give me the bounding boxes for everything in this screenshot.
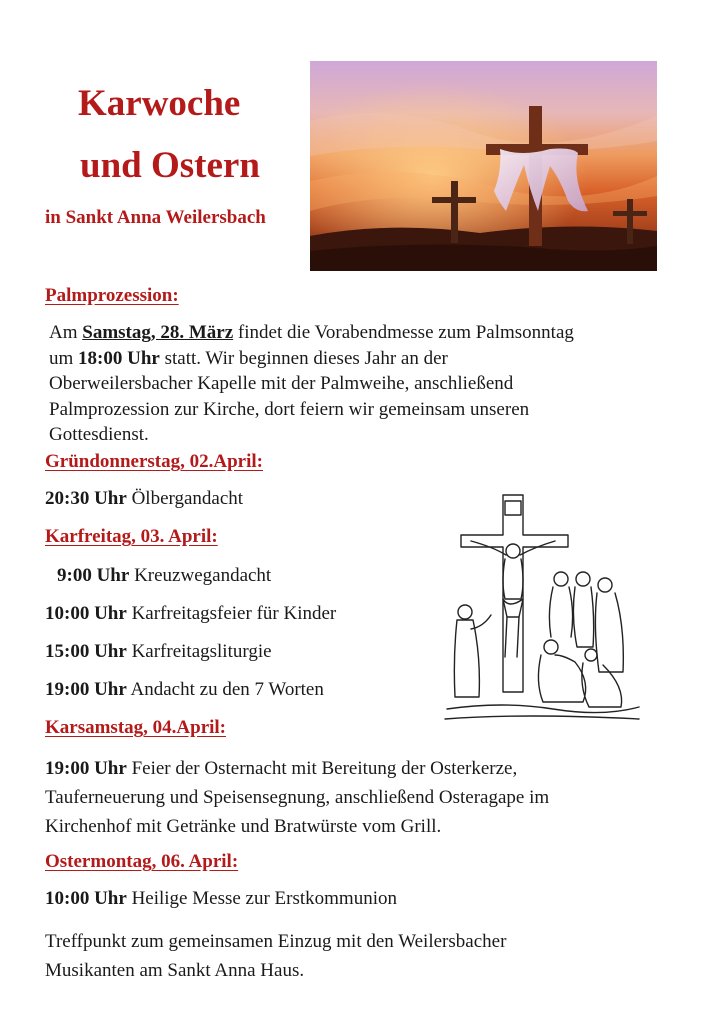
- section-heading-thursday: Gründonnerstag, 02.April:: [45, 451, 263, 472]
- page-title: [78, 76, 260, 194]
- schedule-item-friday-2: [45, 603, 336, 625]
- three-crosses-sunset-image: [310, 61, 657, 271]
- palm-date: Samstag, 28. März: [82, 322, 234, 343]
- schedule-event: Heilige Messe zur Erstkommunion: [131, 888, 397, 909]
- section-heading-palm: Palmprozession:: [45, 285, 179, 306]
- schedule-time: 9:00 Uhr: [57, 565, 130, 586]
- palm-text-um: um: [49, 347, 74, 369]
- monday-note: [45, 927, 506, 985]
- monday-note-line-1: Treffpunkt zum gemeinsamen Einzug mit den Weilersbacher: [45, 931, 507, 952]
- schedule-item-monday: [45, 888, 397, 910]
- palm-line-4: Palmprozession zur Kirche, dort feiern wir gemeinsam unseren: [49, 398, 530, 420]
- palm-time: 18:00 Uhr: [78, 347, 160, 369]
- schedule-event: Ölbergandacht: [131, 488, 244, 509]
- schedule-time: 20:30 Uhr: [45, 488, 127, 509]
- section-heading-friday: Karfreitag, 03. April:: [45, 526, 218, 547]
- schedule-item-friday-3: [45, 641, 272, 663]
- palm-line-3: Oberweilersbacher Kapelle mit der Palmweihe, anschließend: [49, 373, 514, 394]
- saturday-paragraph: [45, 754, 549, 841]
- schedule-time: 10:00 Uhr: [45, 603, 127, 624]
- schedule-item-thursday: [45, 488, 243, 510]
- schedule-time: 19:00 Uhr: [45, 758, 127, 779]
- crucifixion-line-drawing: [443, 487, 641, 725]
- saturday-line-1: Feier der Osternacht mit Bereitung der Osterkerze,: [131, 758, 518, 779]
- section-heading-monday: Ostermontag, 06. April:: [45, 851, 239, 872]
- schedule-item-friday-4: [45, 679, 324, 701]
- schedule-time: 19:00 Uhr: [45, 679, 127, 700]
- palm-text-rest: statt. Wir beginnen dieses Jahr an der: [164, 347, 448, 369]
- schedule-time: 10:00 Uhr: [45, 888, 127, 909]
- title-line-1: Karwoche: [78, 83, 241, 124]
- schedule-item-friday-1: [57, 565, 271, 587]
- title-line-2: und Ostern: [80, 145, 260, 186]
- schedule-event: Kreuzwegandacht: [134, 565, 272, 586]
- saturday-line-2: Tauferneuerung und Speisensegnung, anschließend Osteragape im: [45, 787, 550, 808]
- section-heading-saturday: Karsamstag, 04.April:: [45, 717, 227, 738]
- schedule-event: Karfreitagsliturgie: [131, 641, 272, 662]
- subtitle: in Sankt Anna Weilersbach: [45, 207, 266, 228]
- saturday-line-3: Kirchenhof mit Getränke und Bratwürste vom Grill.: [45, 816, 442, 837]
- palm-text-mid: findet die Vorabendmesse zum Palmsonntag: [237, 322, 574, 343]
- monday-note-line-2: Musikanten am Sankt Anna Haus.: [45, 960, 305, 981]
- schedule-event: Andacht zu den 7 Worten: [130, 679, 324, 700]
- palm-line-5: Gottesdienst.: [49, 424, 149, 445]
- palm-text-am: Am: [49, 322, 78, 343]
- palm-paragraph: [49, 320, 574, 448]
- schedule-event: Karfreitagsfeier für Kinder: [131, 603, 337, 624]
- schedule-time: 15:00 Uhr: [45, 641, 127, 662]
